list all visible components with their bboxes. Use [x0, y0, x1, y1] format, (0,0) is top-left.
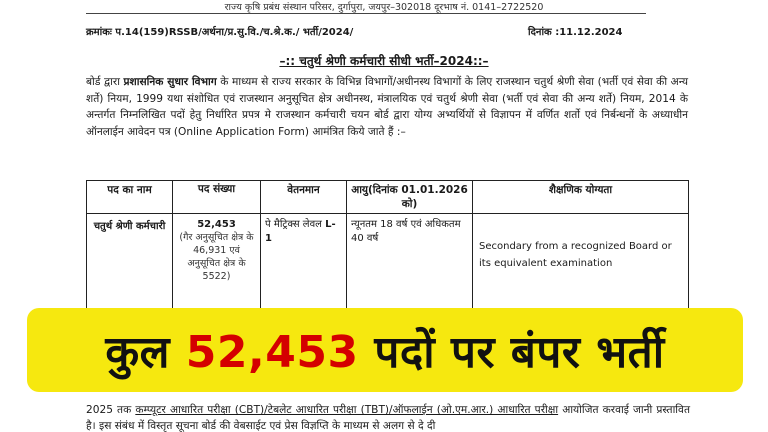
post-count-value: 52,453 — [197, 219, 236, 230]
banner-suffix: पदों पर बंपर भर्ती — [358, 327, 665, 378]
banner-headline — [105, 320, 664, 380]
notice-date: दिनांक :11.12.2024 — [528, 27, 623, 38]
notice-title: –:: चतुर्थ श्रेणी कर्मचारी सीधी भर्ती–2024::– — [279, 54, 489, 68]
footer-text — [86, 402, 690, 432]
col-pay-scale: वेतनमान — [261, 181, 347, 214]
notice-body — [86, 74, 688, 140]
col-post-name: पद का नाम — [87, 181, 173, 214]
cell-qualification: Secondary from a recognized Board or its equivalent examination — [473, 214, 689, 324]
post-count-detail: (गैर अनुसूचित क्षेत्र के 46,931 एवं अनुसूचित क्षेत्र के 5522) — [179, 232, 254, 282]
banner-number: 52,453 — [185, 327, 359, 378]
col-qualification: शैक्षणिक योग्यता — [473, 181, 689, 214]
footer-text-1: 2025 तक — [86, 404, 136, 416]
vacancy-table — [86, 180, 689, 324]
footer-text-2: आयोजित करवाई जानी प्रस्तावित है। इस संबंध में विस्तृत सूचना बोर्ड की वेबसाईट एवं प्रेस विज्ञप्ति के माध्यम से अलग से दे दी — [86, 404, 690, 432]
body-dept-name: प्रशासनिक सुधार विभाग — [123, 76, 217, 88]
table-row — [87, 214, 689, 324]
banner-prefix: कुल — [105, 327, 186, 378]
pay-scale-level: L-1 — [265, 219, 336, 244]
table-header-row — [87, 181, 689, 214]
pay-scale-prefix: पे मैट्रिक्स लेवल — [265, 219, 326, 230]
cell-pay-scale — [261, 214, 347, 324]
body-text-1: बोर्ड द्वारा — [86, 76, 124, 88]
cell-post-name: चतुर्थ श्रेणी कर्मचारी — [87, 214, 173, 324]
header-divider — [86, 13, 646, 14]
cell-post-count — [173, 214, 261, 324]
headline-banner — [27, 308, 743, 392]
organization-address: राज्य कृषि प्रबंध संस्थान परिसर, दुर्गापुरा, जयपुर–302018 दूरभाष नं. 0141–2722520 — [224, 2, 544, 13]
body-text-2: के माध्यम से राज्य सरकार के विभिन्न विभागों/अधीनस्थ विभागों के लिए राजस्थान चतुर्थ श्रेणी सेवा (भर्ती एवं सेवा की अन्य शर्ते) नियम, 1999 यथा संशोधित एवं राजस्थान अनुसूचित क्षेत्र अधीनस्थ, मंत्रालयिक एवं चतुर्थ श्रेणी सेवा (भर्ती एवं सेवा की अन्य शर्ते) नियम, 2014 के अन्तर्गत निम्नलिखित पदों हेतु निर्धारित प्रपत्र मे राजस्थान कर्मचारी चयन बोर्ड द्वारा योग्य अभ्यर्थियों से विज्ञापन में वर्णित शर्तो एवं निर्बन्धनों के अध्याधीन ऑनलाईन आवेदन पत्र (Online Application Form) आमंत्रित किये जाते हैं :– — [86, 76, 688, 138]
col-age: आयु(दिनांक 01.01.2026 को) — [347, 181, 473, 214]
reference-number: क्रमांकः प.14(159)RSSB/अर्थना/प्र.सु.वि./च.श्रे.क./ भर्ती/2024/ — [86, 27, 354, 38]
footer-exam-modes: कम्प्यूटर आधारित परीक्षा (CBT)/टेबलेट आधारित परीक्षा (TBT)/ऑफलाईन (ओ.एम.आर.) आधारित परीक्षा — [135, 404, 559, 416]
col-post-count: पद संख्या — [173, 181, 261, 214]
cell-age: न्यूनतम 18 वर्ष एवं अधिकतम 40 वर्ष — [347, 214, 473, 324]
